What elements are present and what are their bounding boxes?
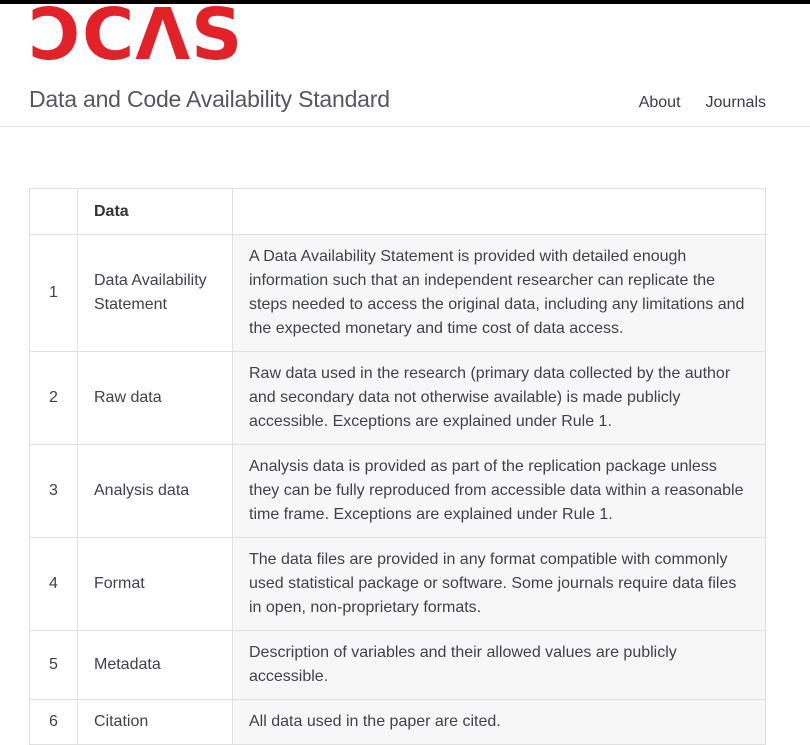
table-row	[30, 352, 766, 445]
table-header-row	[30, 189, 766, 235]
rules-table	[29, 188, 766, 745]
rule-number: 3	[30, 445, 78, 538]
rule-number: 5	[30, 631, 78, 700]
nav-item-journals[interactable]: Journals	[705, 94, 766, 111]
rule-description: All data used in the paper are cited.	[233, 700, 766, 745]
rules-table-body	[30, 235, 766, 745]
dcas-logo[interactable]: ƆCΛS	[29, 0, 244, 76]
table-row	[30, 445, 766, 538]
table-row	[30, 235, 766, 352]
rule-name: Citation	[78, 700, 233, 745]
col-header-data: Data	[78, 189, 233, 235]
rule-description: Raw data used in the research (primary data collected by the author and secondary data not otherwise available) is made publicly accessible. Exceptions are explained under Rule 1.	[233, 352, 766, 445]
main-content	[0, 188, 810, 745]
rule-name: Data Availability Statement	[78, 235, 233, 352]
rule-number: 4	[30, 538, 78, 631]
rule-description: Description of variables and their allowed values are publicly accessible.	[233, 631, 766, 700]
main-nav	[639, 94, 766, 112]
rule-name: Raw data	[78, 352, 233, 445]
rule-number: 1	[30, 235, 78, 352]
rule-description: The data files are provided in any format compatible with commonly used statistical package or software. Some journals require data files in open, non-proprietary formats.	[233, 538, 766, 631]
site-header	[0, 0, 810, 127]
rule-description: Analysis data is provided as part of the replication package unless they can be fully reproduced from accessible data within a reasonable time frame. Exceptions are explained under Rule 1.	[233, 445, 766, 538]
rule-name: Analysis data	[78, 445, 233, 538]
rule-description: A Data Availability Statement is provided with detailed enough information such that an independent researcher can replicate the steps needed to access the original data, including any limitations and the expected monetary and time cost of data access.	[233, 235, 766, 352]
col-header-description	[233, 189, 766, 235]
rule-number: 6	[30, 700, 78, 745]
col-header-number	[30, 189, 78, 235]
rule-name: Metadata	[78, 631, 233, 700]
table-row	[30, 700, 766, 745]
site-subtitle: Data and Code Availability Standard	[29, 86, 390, 112]
rule-name: Format	[78, 538, 233, 631]
table-row	[30, 631, 766, 700]
header-bottom-row	[29, 86, 766, 113]
table-row	[30, 538, 766, 631]
nav-item-about[interactable]: About	[638, 94, 681, 111]
rule-number: 2	[30, 352, 78, 445]
